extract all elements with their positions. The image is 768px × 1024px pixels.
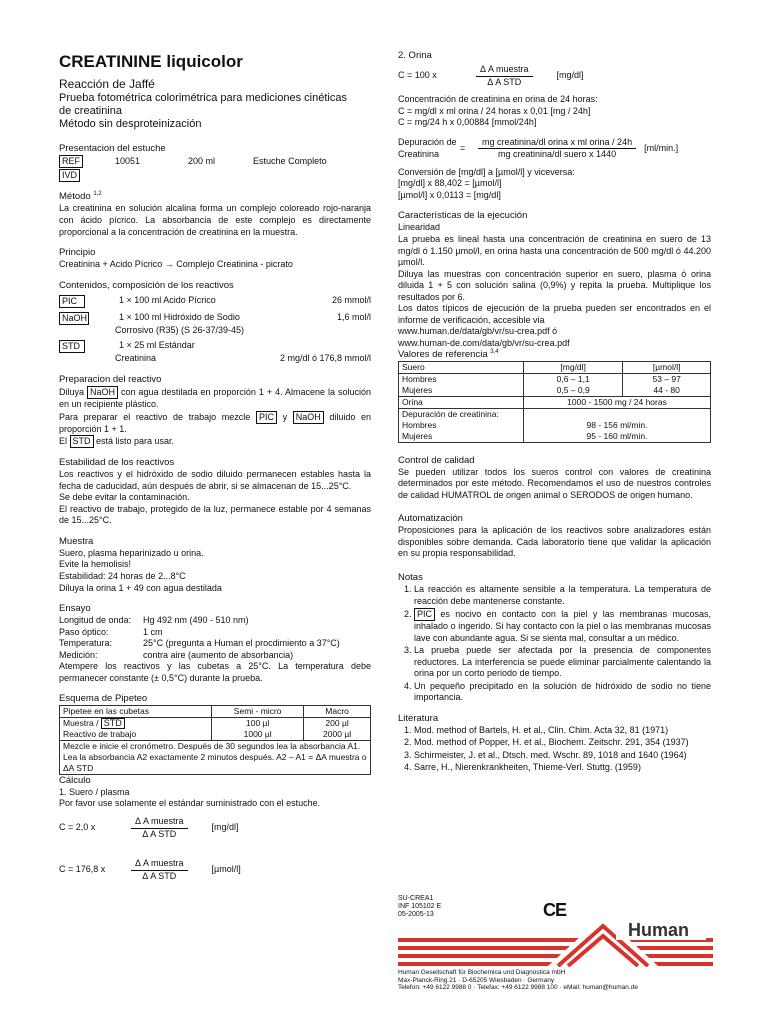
logo-wordmark: Human — [628, 920, 690, 940]
list-item: 2. PIC es nocivo en contacto con la piel y las membranas mucosas, inhalado o ingerido. Si hay contacto con la piel o las membranas mucosas lave con abundante agua. Si se sienta mal, consultar a un médico. — [414, 608, 711, 644]
pic-symbol: PIC — [59, 295, 85, 308]
clearance-formula: Depuración de Creatinina = $\frac{\text{mg creatinina/dl orina x ml orina / 24h}}{\text{mg creatinina/dl suero x 1440}}$ [ml/min.] — [398, 136, 679, 160]
document-codes: SU-CREA1 INF 105102 E 05-2005-13 — [398, 895, 442, 918]
left-column — [59, 52, 371, 882]
reagent-item: STD 1 × 25 ml Estándar Creatinina 2 mg/dl ó 176,8 mmol/l — [59, 340, 371, 365]
stability-heading: Estabilidad de los reactivos — [59, 457, 175, 469]
qc-section: Control de calidad Se pueden utilizar todos los sueros control con valores de creatinina determinados por este método. Recomendamos el uso de nuestros controles de calidad HUMATROL de origen animal o SERODOS de origen humano. — [398, 454, 711, 500]
table-row: Muestra / STD Reactivo de trabajo 100 µl 1000 µl 200 µl 2000 µl — [60, 718, 371, 741]
formula-mgdl: C = 2,0 x $\frac{\text{Δ A muestra}}{\text{Δ A STD}}$ [mg/dl] — [59, 815, 239, 839]
table-row: Depuración de creatinina: Hombres Mujeres 98 - 156 ml/min. 95 - 160 ml/min. — [399, 408, 711, 442]
pipette-section — [59, 693, 371, 775]
reagent-item: PIC 1 × 100 ml Acido Pícrico 26 mmol/l — [59, 295, 371, 308]
kit-code: 10051 — [115, 155, 141, 166]
pipette-table: Pipetee en las cubetas Semi - micro Macro Muestra / STD Reactivo de trabajo 100 µl 1000 µl 200 µl 2000 µl Mezcle e inicie el cronómetro. Después de 30 segundos lea la absorbancia A1. Lea la absorbancia A2 exactamente 2 minutos después. A2 – A1 = ΔA muestra o ΔA STD — [59, 705, 371, 774]
list-item: 4. Un pequeño precipitado en la solución de hidróxido de sodio no tiene importancia. — [414, 681, 711, 704]
preparation-section: Preparacion del reactivo Diluya NaOH con agua destilada en proporción 1 + 4. Almacene la solución en un recipiente plástico. Para preparar el reactivo de trabajo mezcle PIC y NaOH diluido en proporción 1 + 1. El STD está listo para usar. — [59, 373, 372, 447]
list-item: 4. Sarre, H., Nierenkrankheiten, Thieme-Verl. Stuttg. (1959) — [414, 762, 711, 774]
table-row: Hombres Mujeres 0,6 – 1,1 0,5 – 0,9 53 – 97 44 - 80 — [399, 374, 711, 397]
link-url-1[interactable]: www.human.de/data/gb/vr/su-crea.pdf ó — [398, 326, 558, 337]
principle-heading: Principio — [59, 247, 96, 259]
naoh-symbol: NaOH — [59, 312, 89, 325]
ivd-symbol: IVD — [59, 169, 80, 182]
logo-band-2 — [398, 946, 713, 950]
table-row: Orina 1000 - 1500 mg / 24 horas — [399, 397, 711, 409]
sample-section: Muestra Suero, plasma heparinizado u orina. Evite la hemolisis! Estabilidad: 24 horas de 2...8°C Diluya la orina 1 + 49 con agua destilada — [59, 536, 371, 594]
subtitle-method: Método sin desproteinización — [59, 118, 202, 130]
right-column — [398, 50, 711, 775]
kit-section — [59, 143, 371, 182]
literature-section: Literatura 1. Mod. method of Bartels, H. et al., Clin. Chim. Acta 32, 81 (1971) 2. Mod. method of Popper, H. et al., Biochem. Zeitschr. 291, 354 (1937) 3. Schirmeister, J. et al., Dtsch. med. Wschr. 89, 1018 and 1640 (1964) 4. Sarre, H., Nierenkrankheiten, Thieme-Verl. Stuttg. (1959) — [398, 713, 711, 774]
contents-heading: Contenidos, composición de los reactivos — [59, 279, 234, 291]
assay-heading: Ensayo — [59, 603, 91, 615]
sample-heading: Muestra — [59, 535, 94, 547]
principle-text: Creatinina + Acido Pícrico → Complejo Creatinina - picrato — [59, 259, 293, 270]
ce-mark-icon: CE — [543, 900, 567, 920]
ref-symbol: REF — [59, 155, 83, 168]
reference-table: Suero [mg/dl] [µmol/l] Hombres Mujeres 0,6 – 1,1 0,5 – 0,9 53 – 97 44 - 80 Orina 1000 - 1500 mg / 24 horas Depuración de creatinina: Hombres Mujeres 98 - 156 ml/min. 95 - 160 ml/min. — [398, 361, 711, 442]
list-item: 1. Mod. method of Bartels, H. et al., Clin. Chim. Acta 32, 81 (1971) — [414, 725, 711, 737]
kit-volume: 200 ml — [188, 155, 216, 166]
notes-section: Notas 1. La reacción es altamente sensible a la temperatura. La temperatura de reacción debe mantenerse constante. 2. PIC es nocivo en contacto con la piel y las membranas mucosas, inhalado o ingerido. Si hay contacto con la piel o las membranas mucosas lave con abundante agua. Si se sienta mal, consultar a un médico. 3. La prueba puede ser afectada por la presencia de componentes reductores. La interferencia se puede eliminar parcialmente calentando la orina por un corto periodo de tiempo. 4. Un pequeño precipitado en la solución de hidróxido de sodio no tiene importancia. — [398, 572, 711, 704]
subtitle-description: Prueba fotométrica colorimétrica para mediciones cinéticas de creatinina — [59, 92, 347, 117]
list-item: 2. Mod. method of Popper, H. et al., Biochem. Zeitschr. 291, 354 (1937) — [414, 737, 711, 749]
human-logo — [398, 912, 713, 967]
performance-section: Características de la ejecución Linearidad La prueba es lineal hasta una concentración de creatinina en suero de 13 mg/dl ó 1.150 µmol/l, en orina hasta una concentración de 500 mg/dl ó 44.200 µmol/l. Diluya las muestras con concentración superior en suero, plasma ó orina diluida 1 + 5 con solución salina (0,9%) y repita la prueba. Multiplique los resultados por 6. Los datos típicos de ejecución de la prueba pueden ser encontrados en el informe de verificación, accesible via www.human.de/data/gb/vr/su-crea.pdf ó www.human-de.com/data/gb/vr/su-crea.pdf — [398, 210, 711, 348]
company-address: Human Gesellschaft für Biochemica und Diagnostica mbH Max-Planck-Ring 21 · D-65205 Wiesbaden · Germany Telefon: +49 6122 9988 0 · Telefax: +49 6122 9988 100 · eMail: human@human.de — [398, 969, 638, 991]
logo-band-3 — [398, 954, 713, 958]
contents-section — [59, 280, 371, 365]
method-heading: Método — [59, 191, 91, 203]
method-section: Método $^{1,2}$ La creatinina en solución alcalina forma un complejo coloreado rojo-naranja con ácido pícrico. La absorbancia de este complejo es directamente proporcional a la concentración de creatinina en la muestra. — [59, 191, 371, 237]
reagent-item: NaOH 1 × 100 ml Hidróxido de Sodio 1,6 mol/l Corrosivo (R35) (S 26-37/39-45) — [59, 312, 371, 337]
pipette-heading: Esquema de Pipeteo — [59, 693, 148, 705]
calculation-heading: Cálculo — [59, 774, 91, 786]
list-item: 3. La prueba puede ser afectada por la presencia de componentes reductores. La interferencia se puede eliminar parcialmente calentando la orina por un corto periodo de tiempo. — [414, 645, 711, 680]
formula-umol: C = 176,8 x $\frac{\text{Δ A muestra}}{\text{Δ A STD}}$ [µmol/l] — [59, 858, 241, 881]
list-item: 1. La reacción es altamente sensible a la temperatura. La temperatura de reacción debe mantenerse constante. — [414, 584, 711, 607]
std-symbol: STD — [59, 340, 85, 353]
document-title: CREATININE liquicolor — [59, 52, 243, 71]
urine-section: 2. Orina C = 100 x $\frac{\text{Δ A muestra}}{\text{Δ A STD}}$ [mg/dl] Concentración de creatinina en orina de 24 horas: C = mg/dl x ml orina / 24 horas x 0,01 [mg / 24h] C = mg/24 h x 0,00884 [mmol/24h] Depuración de Creatinina = $\frac{\text{mg creatinina/dl orina x ml orina / 24h}}{\text{mg creatinina/dl suero x 1440}}$ [ml/min.] Conversión de [mg/dl] a [µmol/l] y viceversa: [mg/dl] x 88,402 = [µmol/l] [µmol/l] x 0,0113 = [mg/dl] — [398, 50, 711, 201]
kit-description: Estuche Completo — [253, 155, 327, 166]
assay-section: Ensayo Longitud de onda: Hg 492 nm (490 - 510 nm) Paso óptico: 1 cm Temperatura: 25°C (pregunta a Human el procdimiento a 37°C) Medición: contra aire (aumento de absorbancia) Atempere los reactivos y las cubetas a 25°C. La temperatura debe permanecer constante (± 0,5°C) durante la prueba. — [59, 603, 371, 683]
link-url-2[interactable]: www.human-de.com/data/gb/vr/su-crea.pdf — [398, 337, 570, 348]
reference-section: Valores de referencia $^{3,4}$ Suero [mg/dl] [µmol/l] Hombres Mujeres 0,6 – 1,1 0,5 – 0,9 53 – 97 44 - 80 Orina 1000 - 1500 mg / 24 horas Depuración de creatinina: Hombres Mujeres 98 - 156 ml/min. 95 - 160 ml/min. — [398, 349, 711, 442]
stability-section: Estabilidad de los reactivos Los reactivos y el hidróxido de sodio diluido permanecen estables hasta la fecha de caducidad, aún después de abrir, si se almacenan de 15...25°C. Se debe evitar la contaminación. El reactivo de trabajo, protegido de la luz, permanece estable por 4 semanas de 15...25°C. — [59, 457, 371, 526]
method-text: La creatinina en solución alcalina forma un complejo coloreado rojo-naranja con ácido pícrico. La absorbancia de este complejo es directamente proporcional a la concentración de creatinina en la muestra. — [59, 203, 371, 237]
list-item: 3. Schirmeister, J. et al., Dtsch. med. Wschr. 89, 1018 and 1640 (1964) — [414, 750, 711, 762]
automation-section: Automatización Proposiciones para la aplicación de los reactivos sobre analizadores están disponibles sobre demanda. Cada laboratorio tiene que validar la aplicación en su propia responsabilidad. — [398, 513, 711, 559]
subtitle-reaction: Reacción de Jaffé — [59, 77, 155, 91]
kit-heading: Presentacion del estuche — [59, 143, 166, 154]
preparation-heading: Preparacion del reactivo — [59, 373, 162, 385]
calculation-section: Cálculo 1. Suero / plasma Por favor use solamente el estándar suministrado con el estuche. C = 2,0 x $\frac{\text{Δ A muestra}}{\text{Δ A STD}}$ [mg/dl] C = 176,8 x $\frac{\text{Δ A muestra}}{\text{Δ A STD}}$ [µmol/l] — [59, 775, 371, 882]
principle-section — [59, 247, 371, 271]
